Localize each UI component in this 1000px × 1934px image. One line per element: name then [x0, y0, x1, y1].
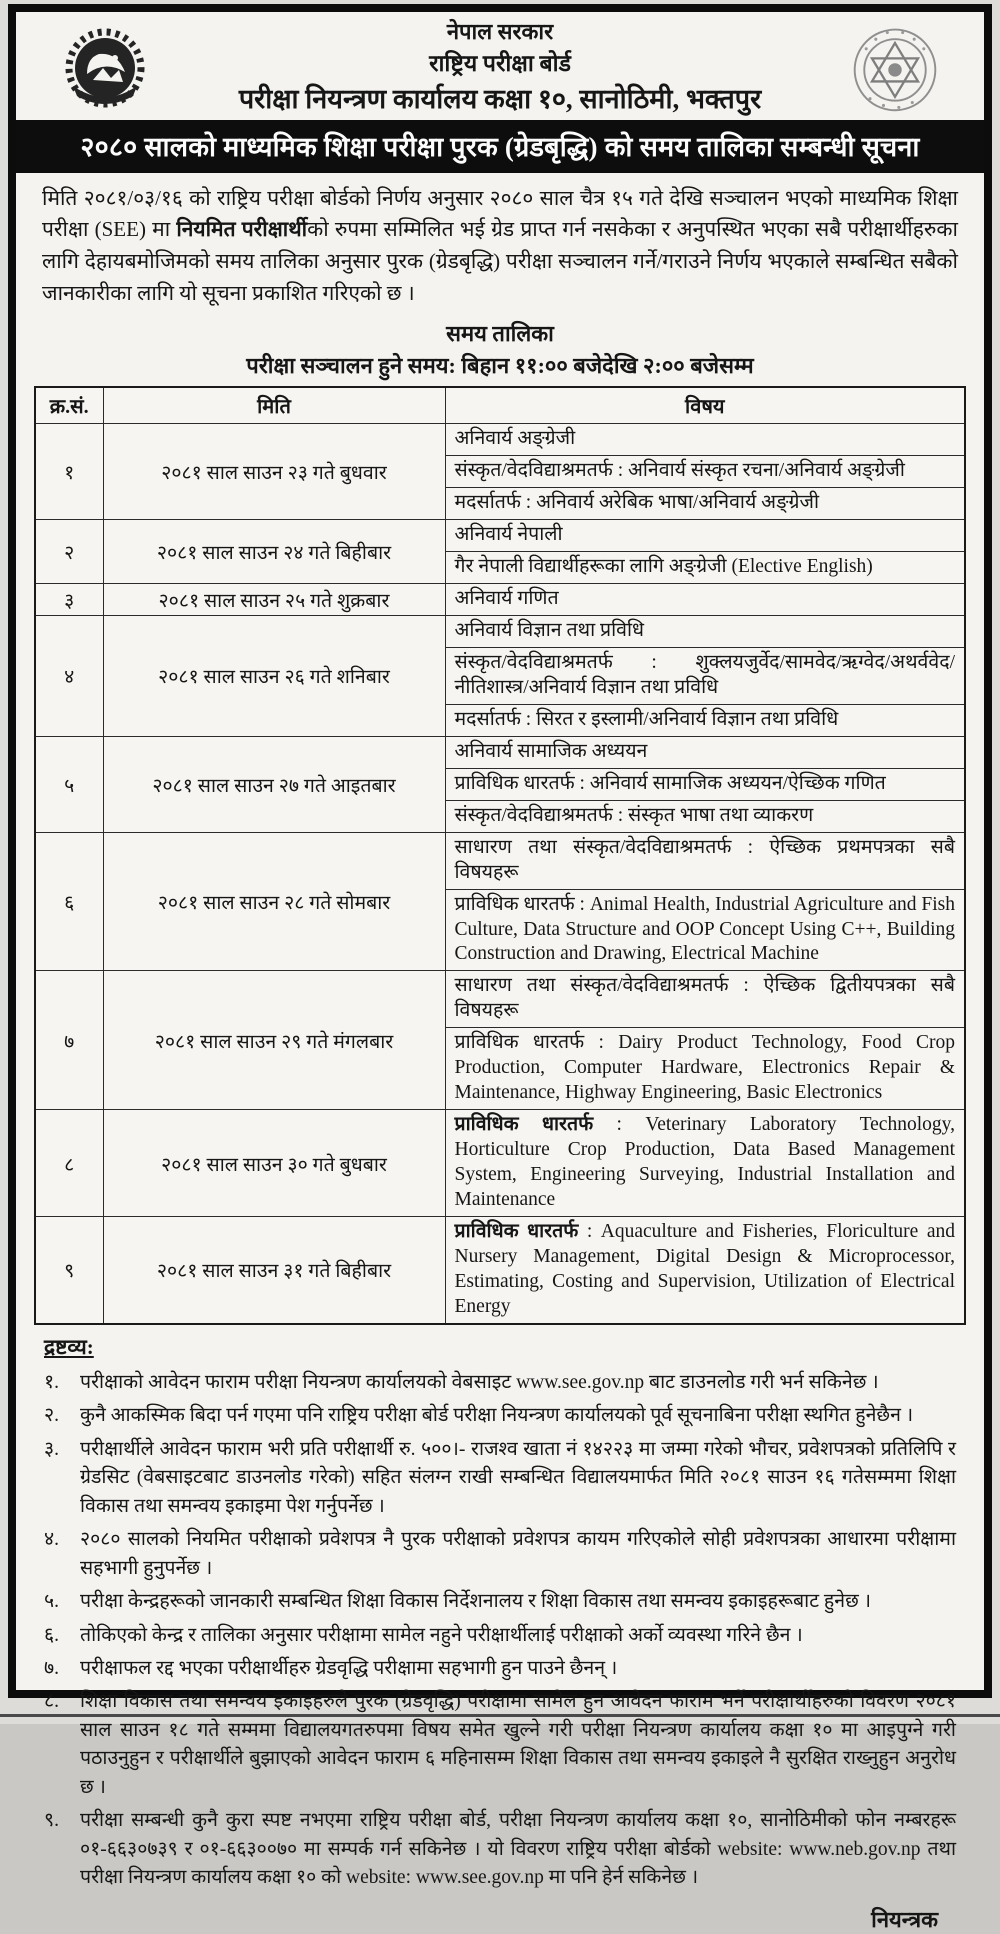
subject-cell: मदर्सातर्फ : सिरत र इस्लामी/अनिवार्य विज्ञान तथा प्रविधि [445, 704, 965, 736]
note-text: परीक्षाको आवेदन फाराम परीक्षा नियन्त्रण कार्यालयको वेबसाइट www.see.gov.np बाट डाउनलोड गरी भर्न सकिनेछ । [80, 1371, 879, 1393]
note-text: परीक्षार्थीले आवेदन फाराम भरी प्रति परीक्षार्थी रु. ५००।- राजश्व खाता नं १४२२३ मा जम्मा गरेको भौचर, प्रवेशपत्रको प्रतिलिपि र ग्रेडसिट (वेबसाइटबाट डाउनलोड गरेको) सहित संलग्न राखी सम्बन्धित विद्यालयमार्फत मिति २०८१ साउन १६ गतेसम्ममा शिक्षा विकास तथा समन्वय इकाइमा पेश गर्नुपर्नेछ । [80, 1438, 956, 1517]
subject-cell: प्राविधिक धारतर्फ : Animal Health, Industrial Agriculture and Fish Culture, Data Structure and OOP Concept Using C++, Building Construction and Drawing, Electrical Machine [445, 889, 965, 971]
serial-number-cell: ४ [35, 615, 103, 736]
notes-list [44, 1369, 956, 1893]
document-header [16, 12, 984, 120]
note-item [44, 1588, 956, 1616]
schedule-table [34, 386, 966, 1325]
scan-artifact-line [0, 1714, 1000, 1717]
date-cell: २०८१ साल साउन २६ गते शनिबार [103, 615, 445, 736]
table-row [35, 1110, 965, 1217]
subject-cell: संस्कृत/वेदविद्याश्रमतर्फ : शुक्लयजुर्वेद/सामवेद/ऋग्वेद/अथर्ववेद/नीतिशास्त्र/अनिवार्य विज्ञान तथा प्रविधि [445, 647, 965, 704]
schedule-table-body [35, 424, 965, 1324]
note-number: ३. [44, 1438, 60, 1460]
note-number: ९. [44, 1810, 60, 1832]
date-cell: २०८१ साल साउन २३ गते बुधवार [103, 424, 445, 520]
note-text: तोकिएको केन्द्र र तालिका अनुसार परीक्षामा सामेल नहुने परीक्षार्थीलाई परीक्षाको अर्को व्यवस्था गरिने छैन । [80, 1624, 803, 1646]
table-row [35, 832, 965, 889]
table-row [35, 583, 965, 615]
serial-number-cell: ९ [35, 1216, 103, 1323]
date-cell: २०८१ साल साउन २७ गते आइतबार [103, 736, 445, 832]
subject-cell: प्राविधिक धारतर्फ : Veterinary Laboratory Technology, Horticulture Crop Production, Data Based Management System, Engineering Surveying, Industrial Installation and Maintenance [445, 1110, 965, 1217]
subject-cell: अनिवार्य सामाजिक अध्ययन [445, 736, 965, 768]
schedule-time-subtitle: परीक्षा सञ्चालन हुने समय: बिहान ११:०० बजेदेखि २:०० बजेसम्म [246, 353, 754, 379]
subject-cell: प्राविधिक धारतर्फ : अनिवार्य सामाजिक अध्ययन/ऐच्छिक गणित [445, 768, 965, 800]
header-government-line: नेपाल सरकार [446, 19, 554, 44]
notes-heading: द्रष्टव्य: [44, 1334, 94, 1359]
note-number: २. [44, 1405, 60, 1427]
subject-cell: अनिवार्य विज्ञान तथा प्रविधि [445, 615, 965, 647]
note-number: ८. [44, 1691, 60, 1713]
date-cell: २०८१ साल साउन २९ गते मंगलबार [103, 971, 445, 1110]
schedule-table-head [35, 387, 965, 424]
note-item [44, 1369, 956, 1397]
subject-cell: प्राविधिक धारतर्फ : Aquaculture and Fisheries, Floriculture and Nursery Management, Digital Design & Microprocessor, Estimating, Costing and Supervision, Utilization of Electrical Energy [445, 1216, 965, 1323]
examination-board-seal-icon [840, 20, 950, 116]
subject-cell: अनिवार्य अङ्ग्रेजी [445, 424, 965, 456]
subject-cell: संस्कृत/वेदविद्याश्रमतर्फ : अनिवार्य संस्कृत रचना/अनिवार्य अङ्ग्रेजी [445, 456, 965, 488]
column-header-date: मिति [103, 387, 445, 424]
date-cell: २०८१ साल साउन २५ गते शुक्रबार [103, 583, 445, 615]
table-row [35, 971, 965, 1028]
table-row [35, 1216, 965, 1323]
notice-title-banner: २०८० सालको माध्यमिक शिक्षा परीक्षा पुरक (ग्रेडबृद्धि) को समय तालिका सम्बन्धी सूचना [16, 120, 984, 173]
note-text: २०८० सालको नियमित परीक्षाको प्रवेशपत्र नै पुरक परीक्षाको प्रवेशपत्र कायम गरिएकोले सोही प्रवेशपत्रका आधारमा परीक्षामा सहभागी हुनुपर्नेछ । [80, 1529, 956, 1579]
notes-section [16, 1325, 984, 1893]
controller-signature: नियन्त्रक [871, 1906, 938, 1932]
note-item [44, 1688, 956, 1802]
intro-paragraph [16, 173, 984, 315]
date-cell: २०८१ साल साउन ३१ गते बिहीबार [103, 1216, 445, 1323]
note-number: १. [44, 1371, 60, 1393]
subject-cell: मदर्सातर्फ : अनिवार्य अरेबिक भाषा/अनिवार्य अङ्ग्रेजी [445, 488, 965, 520]
subject-cell: गैर नेपाली विद्यार्थीहरूका लागि अङ्ग्रेजी (Elective English) [445, 552, 965, 584]
note-text: परीक्षा सम्बन्धी कुनै कुरा स्पष्ट नभएमा राष्ट्रिय परीक्षा बोर्ड, परीक्षा नियन्त्रण कार्यालय कक्षा १०, सानोठिमीको फोन नम्बरहरू ०१-६६३०७३९ र ०१-६६३००७० मा सम्पर्क गर्न सकिनेछ । यो विवरण राष्ट्रिय परीक्षा बोर्डको website: www.neb.gov.np तथा परीक्षा नियन्त्रण कार्यालय कक्षा १० को website: www.see.gov.np मा पनि हेर्न सकिनेछ । [80, 1810, 956, 1889]
subject-cell: अनिवार्य नेपाली [445, 520, 965, 552]
subject-cell: अनिवार्य गणित [445, 583, 965, 615]
subject-cell: साधारण तथा संस्कृत/वेदविद्याश्रमतर्फ : ऐच्छिक प्रथमपत्रका सबै विषयहरू [445, 832, 965, 889]
date-cell: २०८१ साल साउन २४ गते बिहीबार [103, 520, 445, 584]
column-header-subject: विषय [445, 387, 965, 424]
subject-cell: संस्कृत/वेदविद्याश्रमतर्फ : संस्कृत भाषा तथा व्याकरण [445, 800, 965, 832]
schedule-title: समय तालिका [446, 321, 554, 347]
intro-part1: मिति २०८१/०३/१६ को राष्ट्रिय परीक्षा बोर्डको निर्णय अनुसार २०८० साल चैत्र १५ गते देखि सञ्चालन भएको माध्यमिक शिक्षा परीक्षा (SEE) मा [42, 185, 958, 242]
serial-number-cell: ६ [35, 832, 103, 971]
serial-number-cell: ८ [35, 1110, 103, 1217]
column-header-sn: क्र.सं. [35, 387, 103, 424]
note-text: कुनै आकस्मिक बिदा पर्न गएमा पनि राष्ट्रिय परीक्षा बोर्ड परीक्षा नियन्त्रण कार्यालयको पूर्व सूचनाबिना परीक्षा स्थगित हुनेछैन । [80, 1405, 914, 1427]
subject-cell: साधारण तथा संस्कृत/वेदविद्याश्रमतर्फ : ऐच्छिक द्वितीयपत्रका सबै विषयहरू [445, 971, 965, 1028]
note-number: ५. [44, 1591, 60, 1613]
note-item [44, 1655, 956, 1683]
note-item [44, 1622, 956, 1650]
note-number: ७. [44, 1658, 60, 1680]
table-row [35, 520, 965, 552]
serial-number-cell: ५ [35, 736, 103, 832]
note-item [44, 1807, 956, 1892]
table-row [35, 615, 965, 647]
note-text: शिक्षा विकास तथा समन्वय इकाइहरुले पुरक (ग्रेडवृद्धि) परीक्षामा सामेल हुन आवेदन फाराम भर्ने परीक्षार्थीहरुको विवरण २०८१ साल साउन १८ गते सम्ममा विद्यालयगतरुपमा विषय समेत खुल्ने गरी परीक्षा नियन्त्रण कार्यालय कक्षा १० मा आइपुग्ने गरी पठाउनुहुन र परीक्षार्थीले बुझाएको आवेदन फाराम ६ महिनासम्म शिक्षा विकास तथा समन्वय इकाइले नै सुरक्षित राख्नुहुन अनुरोध छ । [80, 1691, 956, 1798]
serial-number-cell: ३ [35, 583, 103, 615]
note-text: परीक्षाफल रद्द भएका परीक्षार्थीहरु ग्रेडवृद्धि परीक्षामा सहभागी हुन पाउने छैनन् । [80, 1658, 618, 1680]
note-item [44, 1526, 956, 1583]
note-item [44, 1436, 956, 1521]
note-text: परीक्षा केन्द्रहरूको जानकारी सम्बन्धित शिक्षा विकास निर्देशनालय र शिक्षा विकास तथा समन्वय इकाइहरूबाट हुनेछ । [80, 1591, 872, 1613]
nepal-government-emblem-icon [50, 22, 160, 114]
note-item [44, 1402, 956, 1430]
intro-bold-regular-examinee: नियमित परीक्षार्थी [176, 217, 308, 242]
header-office-line: परीक्षा नियन्त्रण कार्यालय कक्षा १०, सानोठिमी, भक्तपुर [238, 84, 762, 115]
date-cell: २०८१ साल साउन ३० गते बुधबार [103, 1110, 445, 1217]
date-cell: २०८१ साल साउन २८ गते सोमबार [103, 832, 445, 971]
intro-part2: को रुपमा सम्मिलित भई ग्रेड प्राप्त गर्न नसकेका र अनुपस्थित भएका सबै परीक्षार्थीहरुका लागि देहायबमोजिमको समय तालिका अनुसार पुरक (ग्रेडबृद्धि) परीक्षा सञ्चालन गर्ने/गराउने निर्णय भएकाले सम्बन्धित सबैको जानकारीका लागि यो सूचना प्रकाशित गरिएको छ । [42, 217, 958, 306]
note-number: ६. [44, 1624, 60, 1646]
header-board-line: राष्ट्रिय परीक्षा बोर्ड [429, 50, 571, 76]
serial-number-cell: २ [35, 520, 103, 584]
table-row [35, 736, 965, 768]
subject-cell: प्राविधिक धारतर्फ : Dairy Product Technology, Food Crop Production, Computer Hardware, Electronics Repair & Maintenance, Highway Engineering, Basic Electronics [445, 1028, 965, 1110]
serial-number-cell: ७ [35, 971, 103, 1110]
serial-number-cell: १ [35, 424, 103, 520]
table-row [35, 424, 965, 456]
note-number: ४. [44, 1529, 60, 1551]
header-row [35, 387, 965, 424]
document-frame [8, 4, 992, 1932]
header-org-block [160, 18, 840, 118]
